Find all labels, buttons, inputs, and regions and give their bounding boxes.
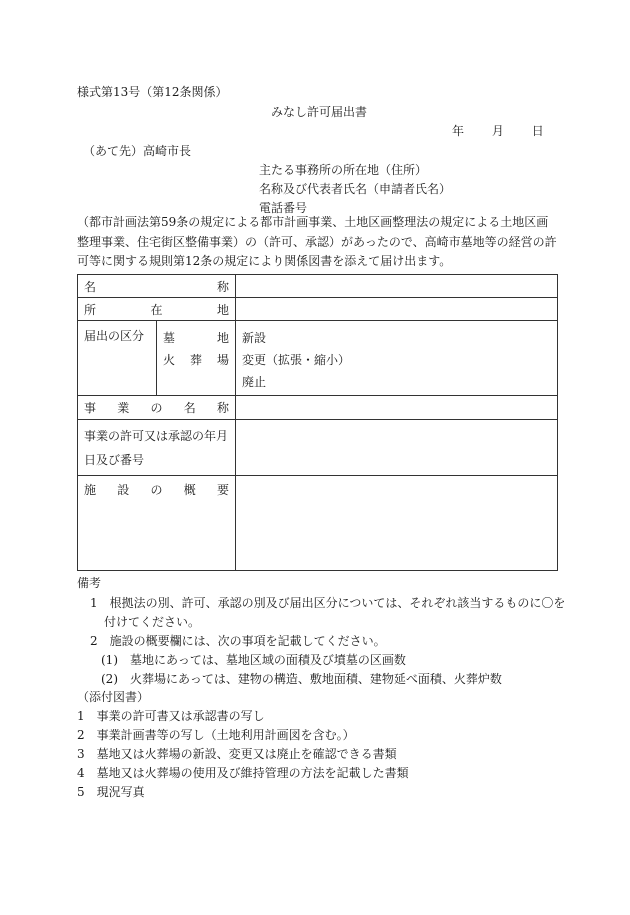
category-type-cell <box>157 321 236 396</box>
date-day: 日 <box>531 124 544 138</box>
project-name-label-cell <box>78 396 236 420</box>
attachment-item: 1 事業の許可書又は承認書の写し <box>77 709 265 723</box>
name-label-cell <box>78 275 236 298</box>
attachment-item: 2 事業計画書等の写し（土地利用計画図を含む。） <box>77 728 355 742</box>
pn-1: 事 <box>84 401 97 415</box>
date-month: 月 <box>491 124 504 138</box>
permit-value-cell[interactable] <box>236 420 558 476</box>
addressee: （あて先）高崎市長 <box>83 144 192 158</box>
ov-4: 概 <box>183 483 196 497</box>
category-label: 届出の区分 <box>84 329 145 343</box>
date-year: 年 <box>452 124 465 138</box>
remarks-sub-1: (1) 墓地にあっては、墓地区域の面積及び墳墓の区画数 <box>101 653 406 667</box>
cat-crem-1: 火 <box>163 353 176 367</box>
category-options-cell[interactable] <box>236 321 558 396</box>
permit-label: 事業の許可又は承認の年月日及び番号 <box>84 428 229 467</box>
remarks-item-2: 2 施設の概要欄には、次の事項を記載してください。 <box>90 634 386 648</box>
document-title: みなし許可届出書 <box>271 105 368 119</box>
applicant-phone: 電話番号 <box>259 201 308 215</box>
option-new[interactable]: 新設 <box>242 331 267 345</box>
location-label-cell <box>78 298 236 321</box>
ov-5: 要 <box>216 483 229 497</box>
attachments-heading: （添付図書） <box>77 690 150 704</box>
date-line <box>452 123 544 139</box>
name-value-cell[interactable] <box>236 275 558 298</box>
applicant-office: 主たる事務所の所在地（住所） <box>259 163 428 177</box>
location-label-1: 所 <box>84 302 97 317</box>
name-label-1: 名 <box>84 279 97 294</box>
cat-grave-2: 地 <box>216 331 229 345</box>
attachment-item: 3 墓地又は火葬場の新設、変更又は廃止を確認できる書類 <box>77 747 397 761</box>
option-change[interactable]: 変更（拡張・縮小） <box>242 353 351 367</box>
body-paragraph: （都市計画法第59条の規定による都市計画事業、土地区画整理法の規定による土地区画整理事業、住宅街区整備事業）の（許可、承認）があったので、高崎市墓地等の経営の許可等に関する規則第12条の規定により関係図書を添えて届け出ます。 <box>77 215 557 268</box>
ov-2: 設 <box>117 483 130 497</box>
attachment-item: 4 墓地又は火葬場の使用及び維持管理の方法を記載した書類 <box>77 766 409 780</box>
option-abolish[interactable]: 廃止 <box>242 375 267 389</box>
cat-grave-1: 墓 <box>163 331 176 345</box>
location-value-cell[interactable] <box>236 298 558 321</box>
pn-5: 称 <box>216 401 229 415</box>
project-name-value-cell[interactable] <box>236 396 558 420</box>
name-label-2: 称 <box>216 279 229 294</box>
remarks-item-1: 1 根拠法の別、許可、承認の別及び届出区分については、それぞれ該当するものに〇を付けてください。 <box>90 596 566 629</box>
ov-3: の <box>150 483 163 497</box>
location-label-2: 在 <box>150 302 163 317</box>
pn-2: 業 <box>117 401 130 415</box>
form-number: 様式第13号（第12条関係） <box>77 85 228 99</box>
applicant-name: 名称及び代表者氏名（申請者氏名） <box>259 182 452 196</box>
remarks-heading: 備考 <box>77 576 102 590</box>
location-label-3: 地 <box>216 302 229 317</box>
remarks-sub-2: (2) 火葬場にあっては、建物の構造、敷地面積、建物延べ面積、火葬炉数 <box>101 672 502 686</box>
pn-3: の <box>150 401 163 415</box>
category-label-cell <box>78 321 157 396</box>
permit-label-cell <box>78 420 236 476</box>
attachment-item: 5 現況写真 <box>77 785 145 799</box>
pn-4: 名 <box>183 401 196 415</box>
cat-crem-2: 葬 <box>189 353 202 367</box>
cat-crem-3: 場 <box>216 353 229 367</box>
overview-label-cell <box>78 476 236 571</box>
ov-1: 施 <box>84 483 97 497</box>
application-table <box>77 274 558 571</box>
overview-value-cell[interactable] <box>236 476 558 571</box>
